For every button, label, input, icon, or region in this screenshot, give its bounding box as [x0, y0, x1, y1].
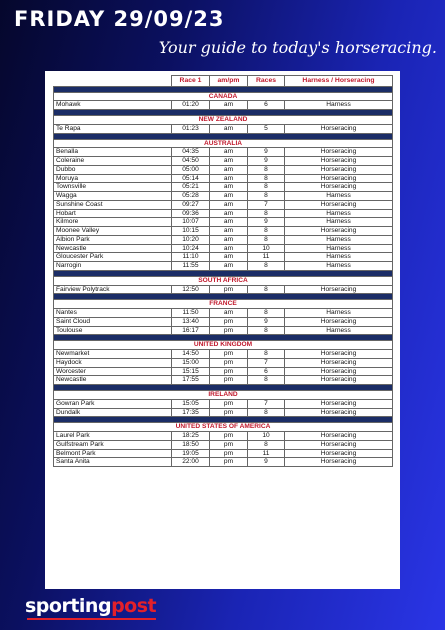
- venue-cell: Benalla: [54, 148, 172, 157]
- races-count-cell: 9: [248, 458, 285, 467]
- venue-cell: Gulfstream Park: [54, 440, 172, 449]
- races-count-cell: 8: [248, 235, 285, 244]
- venue-cell: Newmarket: [54, 350, 172, 359]
- ampm-cell: am: [210, 200, 248, 209]
- race1-time-cell: 22:00: [172, 458, 210, 467]
- venue-cell: Sunshine Coast: [54, 200, 172, 209]
- race1-time-cell: 18:25: [172, 432, 210, 441]
- race-type-cell: Horseracing: [285, 458, 393, 467]
- region-header-row: [54, 300, 393, 309]
- races-count-cell: 9: [248, 218, 285, 227]
- ampm-cell: pm: [210, 449, 248, 458]
- race1-time-cell: 05:28: [172, 192, 210, 201]
- races-count-cell: 6: [248, 101, 285, 110]
- header-blank-cell: [54, 76, 172, 87]
- races-count-cell: 5: [248, 124, 285, 133]
- race-type-cell: Horseracing: [285, 183, 393, 192]
- table-row: [54, 165, 393, 174]
- race1-time-cell: 15:00: [172, 358, 210, 367]
- table-row: [54, 317, 393, 326]
- races-count-cell: 8: [248, 350, 285, 359]
- logo-word-sporting: sporting: [25, 595, 112, 617]
- venue-cell: Te Rapa: [54, 124, 172, 133]
- race-type-cell: Harness: [285, 244, 393, 253]
- region-name: UNITED KINGDOM: [54, 341, 393, 350]
- table-row: [54, 174, 393, 183]
- ampm-cell: pm: [210, 399, 248, 408]
- table-row: [54, 235, 393, 244]
- region-header-row: [54, 139, 393, 148]
- venue-cell: Toulouse: [54, 326, 172, 335]
- schedule-sheet: [45, 71, 400, 589]
- race1-time-cell: 05:14: [172, 174, 210, 183]
- race-type-cell: Horseracing: [285, 227, 393, 236]
- logo-word-post: post: [111, 595, 157, 617]
- ampm-cell: pm: [210, 408, 248, 417]
- table-row: [54, 227, 393, 236]
- logo-underline: [27, 618, 156, 620]
- races-count-cell: 7: [248, 200, 285, 209]
- race1-time-cell: 11:50: [172, 309, 210, 318]
- region-header-row: [54, 391, 393, 400]
- ampm-cell: am: [210, 192, 248, 201]
- race1-time-cell: 05:21: [172, 183, 210, 192]
- race-type-cell: Horseracing: [285, 157, 393, 166]
- region-name: UNITED STATES OF AMERICA: [54, 423, 393, 432]
- header-races: Races: [248, 76, 285, 87]
- ampm-cell: am: [210, 101, 248, 110]
- race1-time-cell: 13:40: [172, 317, 210, 326]
- races-count-cell: 8: [248, 326, 285, 335]
- venue-cell: Belmont Park: [54, 449, 172, 458]
- race-type-cell: Horseracing: [285, 200, 393, 209]
- venue-cell: Townsville: [54, 183, 172, 192]
- venue-cell: Mohawk: [54, 101, 172, 110]
- page-title: FRIDAY 29/09/23: [14, 7, 225, 31]
- venue-cell: Wagga: [54, 192, 172, 201]
- table-row: [54, 253, 393, 262]
- venue-cell: Moruya: [54, 174, 172, 183]
- races-count-cell: 8: [248, 376, 285, 385]
- region-header-row: [54, 423, 393, 432]
- ampm-cell: am: [210, 148, 248, 157]
- race-type-cell: Horseracing: [285, 449, 393, 458]
- race-type-cell: Harness: [285, 218, 393, 227]
- region-name: SOUTH AFRICA: [54, 276, 393, 285]
- venue-cell: Kilmore: [54, 218, 172, 227]
- race1-time-cell: 12:50: [172, 285, 210, 294]
- ampm-cell: pm: [210, 432, 248, 441]
- ampm-cell: pm: [210, 285, 248, 294]
- races-count-cell: 8: [248, 192, 285, 201]
- races-count-cell: 8: [248, 165, 285, 174]
- races-count-cell: 7: [248, 399, 285, 408]
- header-race1: Race 1: [172, 76, 210, 87]
- table-row: [54, 183, 393, 192]
- region-header-row: [54, 341, 393, 350]
- venue-cell: Newcastle: [54, 376, 172, 385]
- race-type-cell: Horseracing: [285, 399, 393, 408]
- table-row: [54, 350, 393, 359]
- ampm-cell: pm: [210, 440, 248, 449]
- race1-time-cell: 17:35: [172, 408, 210, 417]
- venue-cell: Fairview Polytrack: [54, 285, 172, 294]
- race1-time-cell: 05:00: [172, 165, 210, 174]
- table-row: [54, 101, 393, 110]
- region-name: CANADA: [54, 92, 393, 101]
- sportingpost-logo: [25, 595, 156, 617]
- races-count-cell: 10: [248, 244, 285, 253]
- venue-cell: Narrogin: [54, 262, 172, 271]
- races-count-cell: 8: [248, 209, 285, 218]
- race1-time-cell: 16:17: [172, 326, 210, 335]
- race-schedule-body: [54, 76, 393, 467]
- table-row: [54, 124, 393, 133]
- venue-cell: Dundalk: [54, 408, 172, 417]
- header-type: Harness / Horseracing: [285, 76, 393, 87]
- races-count-cell: 6: [248, 367, 285, 376]
- ampm-cell: am: [210, 244, 248, 253]
- race-type-cell: Harness: [285, 309, 393, 318]
- ampm-cell: am: [210, 227, 248, 236]
- race1-time-cell: 15:15: [172, 367, 210, 376]
- venue-cell: Albion Park: [54, 235, 172, 244]
- ampm-cell: am: [210, 209, 248, 218]
- race-type-cell: Harness: [285, 192, 393, 201]
- race1-time-cell: 09:27: [172, 200, 210, 209]
- table-row: [54, 449, 393, 458]
- venue-cell: Laurel Park: [54, 432, 172, 441]
- table-row: [54, 200, 393, 209]
- race-type-cell: Horseracing: [285, 350, 393, 359]
- race1-time-cell: 10:20: [172, 235, 210, 244]
- ampm-cell: pm: [210, 326, 248, 335]
- race-type-cell: Horseracing: [285, 432, 393, 441]
- ampm-cell: am: [210, 165, 248, 174]
- race1-time-cell: 10:15: [172, 227, 210, 236]
- ampm-cell: pm: [210, 350, 248, 359]
- race1-time-cell: 10:07: [172, 218, 210, 227]
- race-type-cell: Harness: [285, 235, 393, 244]
- venue-cell: Worcester: [54, 367, 172, 376]
- table-row: [54, 285, 393, 294]
- table-row: [54, 440, 393, 449]
- table-row: [54, 408, 393, 417]
- race-type-cell: Harness: [285, 101, 393, 110]
- table-row: [54, 218, 393, 227]
- race-type-cell: Horseracing: [285, 358, 393, 367]
- venue-cell: Dubbo: [54, 165, 172, 174]
- race1-time-cell: 15:05: [172, 399, 210, 408]
- race1-time-cell: 19:05: [172, 449, 210, 458]
- ampm-cell: am: [210, 309, 248, 318]
- race1-time-cell: 11:55: [172, 262, 210, 271]
- races-count-cell: 7: [248, 358, 285, 367]
- region-name: NEW ZEALAND: [54, 116, 393, 125]
- venue-cell: Haydock: [54, 358, 172, 367]
- races-count-cell: 8: [248, 440, 285, 449]
- venue-cell: Nantes: [54, 309, 172, 318]
- region-name: IRELAND: [54, 391, 393, 400]
- race1-time-cell: 17:55: [172, 376, 210, 385]
- venue-cell: Gloucester Park: [54, 253, 172, 262]
- race-type-cell: Horseracing: [285, 148, 393, 157]
- race1-time-cell: 04:35: [172, 148, 210, 157]
- venue-cell: Coleraine: [54, 157, 172, 166]
- race1-time-cell: 04:50: [172, 157, 210, 166]
- race-type-cell: Horseracing: [285, 367, 393, 376]
- table-row: [54, 376, 393, 385]
- race-type-cell: Horseracing: [285, 165, 393, 174]
- races-count-cell: 8: [248, 408, 285, 417]
- region-name: AUSTRALIA: [54, 139, 393, 148]
- ampm-cell: pm: [210, 317, 248, 326]
- race1-time-cell: 14:50: [172, 350, 210, 359]
- ampm-cell: am: [210, 235, 248, 244]
- ampm-cell: am: [210, 218, 248, 227]
- races-count-cell: 8: [248, 174, 285, 183]
- table-row: [54, 358, 393, 367]
- race-type-cell: Harness: [285, 262, 393, 271]
- race-type-cell: Horseracing: [285, 376, 393, 385]
- race1-time-cell: 09:36: [172, 209, 210, 218]
- race-type-cell: Horseracing: [285, 440, 393, 449]
- races-count-cell: 9: [248, 157, 285, 166]
- races-count-cell: 8: [248, 285, 285, 294]
- table-row: [54, 367, 393, 376]
- ampm-cell: am: [210, 262, 248, 271]
- race1-time-cell: 01:23: [172, 124, 210, 133]
- race-type-cell: Horseracing: [285, 408, 393, 417]
- races-count-cell: 9: [248, 317, 285, 326]
- race-type-cell: Horseracing: [285, 317, 393, 326]
- region-header-row: [54, 276, 393, 285]
- ampm-cell: pm: [210, 358, 248, 367]
- venue-cell: Santa Anita: [54, 458, 172, 467]
- ampm-cell: am: [210, 183, 248, 192]
- table-row: [54, 326, 393, 335]
- ampm-cell: pm: [210, 367, 248, 376]
- ampm-cell: am: [210, 124, 248, 133]
- table-row: [54, 157, 393, 166]
- races-count-cell: 11: [248, 449, 285, 458]
- table-row: [54, 244, 393, 253]
- table-header-row: [54, 76, 393, 87]
- race1-time-cell: 01:20: [172, 101, 210, 110]
- race1-time-cell: 10:24: [172, 244, 210, 253]
- ampm-cell: pm: [210, 458, 248, 467]
- races-count-cell: 8: [248, 262, 285, 271]
- ampm-cell: pm: [210, 376, 248, 385]
- races-count-cell: 8: [248, 183, 285, 192]
- tagline: Your guide to today's horseracing.: [158, 38, 437, 57]
- region-header-row: [54, 116, 393, 125]
- races-count-cell: 10: [248, 432, 285, 441]
- header-ampm: am/pm: [210, 76, 248, 87]
- table-row: [54, 262, 393, 271]
- race-type-cell: Harness: [285, 209, 393, 218]
- ampm-cell: am: [210, 253, 248, 262]
- races-count-cell: 8: [248, 309, 285, 318]
- table-row: [54, 432, 393, 441]
- races-count-cell: 11: [248, 253, 285, 262]
- table-row: [54, 192, 393, 201]
- venue-cell: Newcastle: [54, 244, 172, 253]
- region-header-row: [54, 92, 393, 101]
- races-count-cell: 9: [248, 148, 285, 157]
- table-row: [54, 209, 393, 218]
- race-type-cell: Horseracing: [285, 124, 393, 133]
- venue-cell: Moonee Valley: [54, 227, 172, 236]
- table-row: [54, 399, 393, 408]
- race1-time-cell: 11:10: [172, 253, 210, 262]
- race1-time-cell: 18:50: [172, 440, 210, 449]
- race-schedule-table: [53, 75, 393, 467]
- race-type-cell: Harness: [285, 253, 393, 262]
- venue-cell: Hobart: [54, 209, 172, 218]
- ampm-cell: am: [210, 174, 248, 183]
- table-row: [54, 458, 393, 467]
- table-row: [54, 148, 393, 157]
- ampm-cell: am: [210, 157, 248, 166]
- region-name: FRANCE: [54, 300, 393, 309]
- table-row: [54, 309, 393, 318]
- race-type-cell: Harness: [285, 326, 393, 335]
- race-type-cell: Horseracing: [285, 285, 393, 294]
- venue-cell: Saint Cloud: [54, 317, 172, 326]
- races-count-cell: 8: [248, 227, 285, 236]
- race-type-cell: Horseracing: [285, 174, 393, 183]
- venue-cell: Gowran Park: [54, 399, 172, 408]
